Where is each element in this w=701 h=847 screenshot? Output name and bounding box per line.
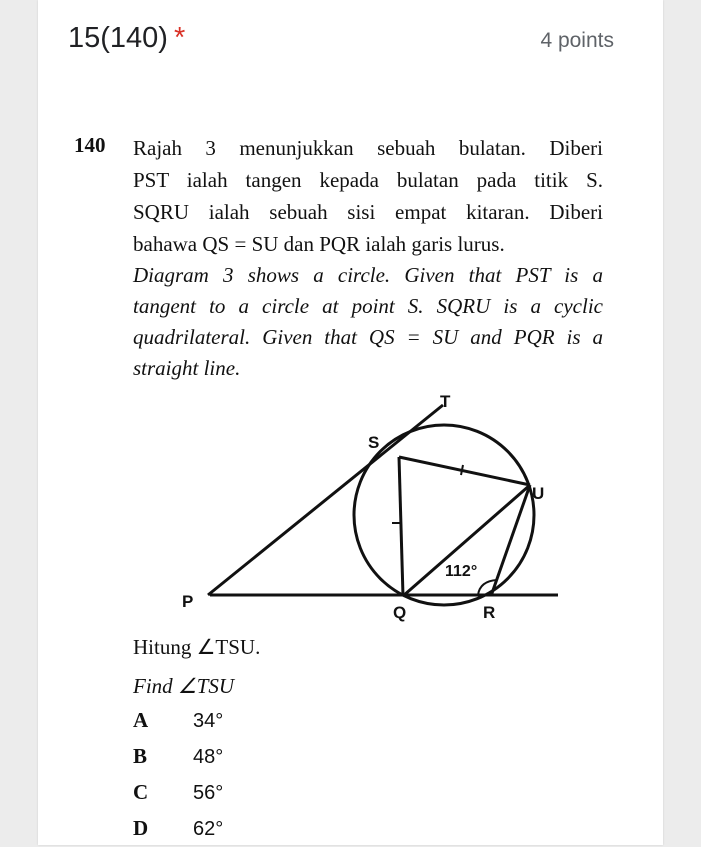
english-line-3: quadrilateral. Given that QS = SU and PQR is a	[133, 325, 603, 349]
option-a	[133, 702, 223, 738]
label-q: Q	[393, 603, 407, 622]
english-line-1: Diagram 3 shows a circle. Given that PST is a	[133, 263, 603, 287]
label-u: U	[532, 484, 545, 503]
option-d	[133, 810, 223, 846]
english-line-4: straight line.	[133, 356, 241, 380]
tangent-line-pst	[208, 405, 443, 595]
chord-su	[399, 457, 530, 485]
tick-mark-su	[461, 465, 463, 475]
malay-line-4: bahawa QS = SU dan PQR ialah garis lurus.	[133, 232, 505, 256]
angle-label-112: 112°	[445, 563, 478, 580]
circle-diagram	[118, 375, 545, 625]
option-c-value: 56°	[193, 782, 224, 804]
option-a-letter: A	[133, 708, 149, 732]
question-number: 140	[74, 133, 106, 157]
chord-sq	[399, 457, 403, 596]
option-d-letter: D	[133, 816, 149, 840]
question-card	[38, 0, 663, 845]
option-a-value: 34°	[193, 710, 224, 732]
question-image	[58, 100, 643, 845]
question-text	[133, 132, 603, 384]
points-label: 4 points	[540, 29, 614, 52]
label-s: S	[368, 433, 380, 452]
required-asterisk: *	[173, 22, 186, 54]
prompt-malay: Hitung ∠TSU.	[133, 635, 261, 659]
label-r: R	[483, 603, 496, 622]
question-title-text: 15(140)	[68, 22, 168, 54]
english-line-2: tangent to a circle at point S. SQRU is a cyclic	[133, 294, 603, 318]
malay-line-2: PST ialah tangen kepada bulatan pada titik S.	[133, 168, 603, 192]
option-b-letter: B	[133, 744, 148, 768]
option-b	[133, 738, 223, 774]
label-t: T	[440, 392, 451, 411]
circle-shape	[354, 425, 534, 605]
option-b-value: 48°	[193, 746, 224, 768]
option-c	[133, 774, 223, 810]
question-title	[68, 22, 185, 55]
malay-line-1: Rajah 3 menunjukkan sebuah bulatan. Diberi	[133, 136, 603, 160]
option-d-value: 62°	[193, 818, 224, 840]
label-p: P	[182, 592, 194, 611]
prompt-english: Find ∠TSU	[133, 674, 235, 698]
option-c-letter: C	[133, 780, 149, 804]
malay-line-3: SQRU ialah sebuah sisi empat kitaran. Diberi	[133, 200, 603, 224]
